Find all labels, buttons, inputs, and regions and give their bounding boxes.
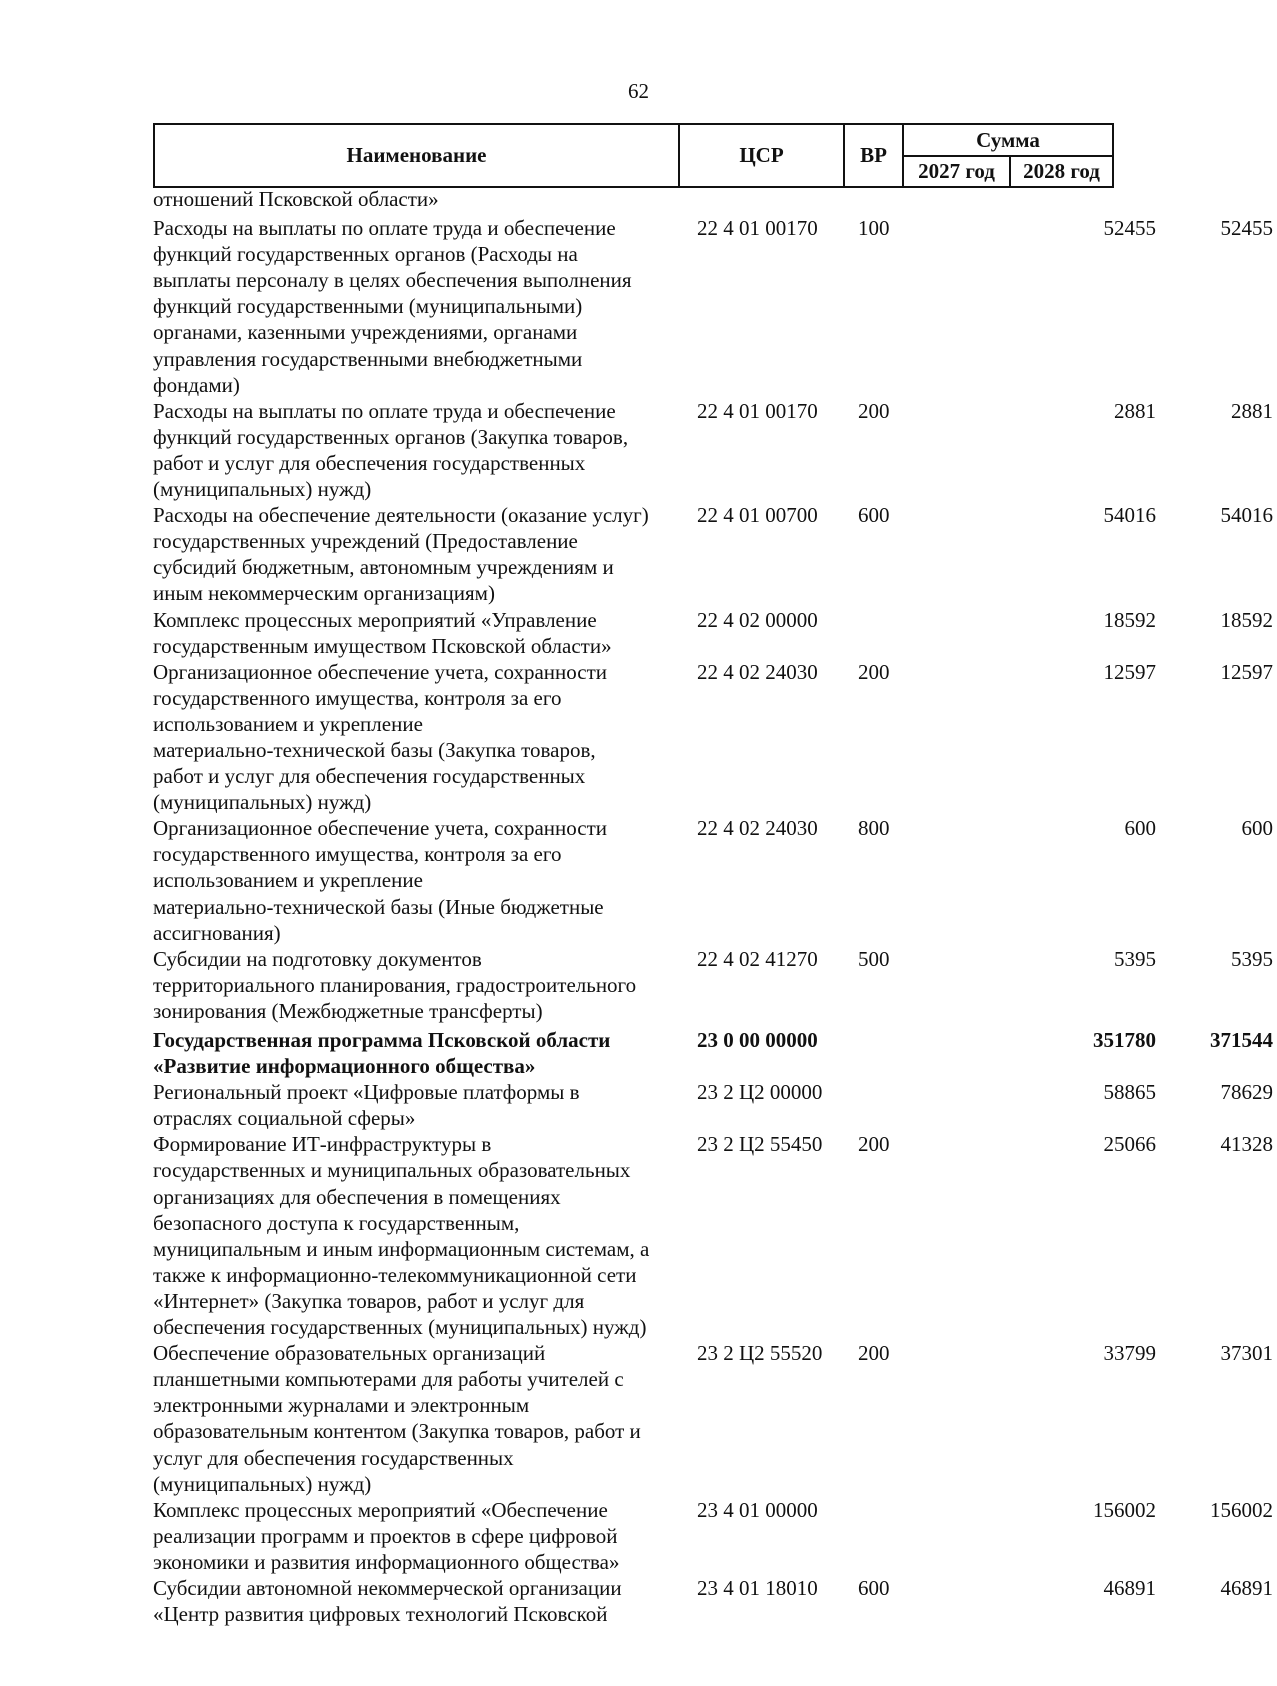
row-name-line: образовательным контентом (Закупка товаров, работ и: [153, 1419, 641, 1444]
row-vr: 500: [858, 946, 890, 971]
row-sum-2028: 600: [1241, 816, 1273, 841]
row-vr: 100: [858, 216, 890, 241]
row-name-line: государственных и муниципальных образовательных: [153, 1158, 631, 1183]
row-name: [153, 1497, 673, 1575]
row-name-line: Комплекс процессных мероприятий «Обеспечение: [153, 1497, 608, 1522]
row-csr: 22 4 01 00170: [697, 216, 818, 241]
table-row: [153, 946, 1273, 1024]
row-name-line: материально-технической базы (Иные бюджетные: [153, 894, 604, 919]
row-name-line: работ и услуг для обеспечения государственных: [153, 764, 586, 789]
header-year-2027: 2027 год: [918, 159, 995, 183]
table-row: [153, 1340, 1273, 1497]
header-vr: ВР: [860, 143, 887, 167]
row-csr: 22 4 02 00000: [697, 607, 818, 632]
table-row: [153, 815, 1273, 945]
row-name-line: (муниципальных) нужд): [153, 790, 372, 815]
row-name-line: Субсидии автономной некоммерческой организации: [153, 1575, 622, 1600]
row-csr: 22 4 02 24030: [697, 816, 818, 841]
row-name-line: функций государственными (муниципальными): [153, 294, 583, 319]
row-sum-2028: 12597: [1220, 659, 1273, 684]
header-sum: Сумма: [976, 127, 1040, 152]
row-sum-2027: 54016: [1103, 503, 1156, 528]
row-sum-2028: 78629: [1220, 1080, 1273, 1105]
row-name-line: зонирования (Межбюджетные трансферты): [153, 998, 543, 1023]
row-name-line: иным некоммерческим организациям): [153, 581, 495, 606]
row-name: [153, 215, 673, 398]
table-row: [153, 398, 1273, 502]
row-name-line: Субсидии на подготовку документов: [153, 946, 482, 971]
row-name: [153, 815, 673, 945]
header-year-2028: 2028 год: [1023, 159, 1100, 183]
row-name-line: органами, казенными учреждениями, органами: [153, 320, 578, 345]
row-name-line: фондами): [153, 372, 240, 397]
row-name-line: Обеспечение образовательных организаций: [153, 1341, 546, 1366]
row-name-line: субсидий бюджетным, автономным учреждениям и: [153, 555, 614, 580]
row-name-line: территориального планирования, градостроительного: [153, 972, 637, 997]
page-number: 62: [628, 79, 649, 103]
row-sum-2028: 5395: [1231, 946, 1273, 971]
row-name-line: отношений Псковской области»: [153, 187, 439, 211]
row-name-line: Организационное обеспечение учета, сохранности: [153, 816, 608, 841]
table-row: [153, 1079, 1273, 1131]
row-sum-2027: 2881: [1114, 398, 1156, 423]
row-name-line: работ и услуг для обеспечения государственных: [153, 450, 586, 475]
row-vr: 600: [858, 1575, 890, 1600]
row-name-line: безопасного доступа к государственным,: [153, 1210, 520, 1235]
row-name-line: отраслях социальной сферы»: [153, 1106, 416, 1131]
row-name-line: Расходы на выплаты по оплате труда и обеспечение: [153, 398, 616, 423]
table-row: [153, 1575, 1273, 1627]
row-name-line: «Центр развития цифровых технологий Псковской: [153, 1602, 608, 1627]
row-name-line: электронными журналами и электронным: [153, 1393, 530, 1418]
row-sum-2028: 18592: [1220, 607, 1273, 632]
row-csr: 22 4 01 00170: [697, 398, 818, 423]
row-name-line: Организационное обеспечение учета, сохранности: [153, 659, 608, 684]
row-sum-2027: 58865: [1103, 1080, 1156, 1105]
row-name: [153, 398, 673, 502]
row-csr: 23 2 Ц2 00000: [697, 1080, 823, 1105]
row-sum-2027: 52455: [1103, 216, 1156, 241]
row-sum-2028: 46891: [1220, 1575, 1273, 1600]
row-name-line: управления государственными внебюджетными: [153, 346, 583, 371]
row-name-line: выплаты персоналу в целях обеспечения выполнения: [153, 268, 632, 293]
row-name-line: Расходы на обеспечение деятельности (оказание услуг): [153, 503, 649, 528]
row-name: [153, 1079, 673, 1131]
row-name-line: функций государственных органов (Закупка товаров,: [153, 424, 629, 449]
row-name-line: планшетными компьютерами для работы учителей с: [153, 1367, 624, 1392]
row-name: [153, 186, 673, 212]
row-name-line: функций государственных органов (Расходы на: [153, 242, 578, 267]
table-row: [153, 215, 1273, 398]
row-csr: 22 4 02 41270: [697, 946, 818, 971]
row-name-line: Комплекс процессных мероприятий «Управление: [153, 607, 597, 632]
row-name-line: материально-технической базы (Закупка товаров,: [153, 737, 596, 762]
row-name-line: Региональный проект «Цифровые платформы в: [153, 1080, 580, 1105]
row-sum-2028: 52455: [1220, 216, 1273, 241]
row-name-line: ассигнования): [153, 920, 281, 945]
row-sum-2028: 2881: [1231, 398, 1273, 423]
table-row: [153, 1027, 1273, 1079]
row-name-line: организациях для обеспечения в помещениях: [153, 1184, 561, 1209]
row-vr: 200: [858, 1341, 890, 1366]
row-name: [153, 1575, 673, 1627]
row-name-line: обеспечения государственных (муниципальных) нужд): [153, 1315, 647, 1340]
row-csr: 23 2 Ц2 55450: [697, 1132, 823, 1157]
row-sum-2028: 41328: [1220, 1132, 1273, 1157]
row-name-line: государственного имущества, контроля за его: [153, 842, 562, 867]
row-name-line: услуг для обеспечения государственных: [153, 1445, 514, 1470]
row-vr: 800: [858, 816, 890, 841]
row-vr: 200: [858, 659, 890, 684]
row-sum-2027: 33799: [1103, 1341, 1156, 1366]
row-name: [153, 946, 673, 1024]
row-name-line: государственного имущества, контроля за его: [153, 685, 562, 710]
table-row: [153, 607, 1273, 659]
row-name: [153, 1027, 673, 1079]
row-csr: 23 4 01 18010: [697, 1575, 818, 1600]
row-name-line: экономики и развития информационного общества»: [153, 1549, 620, 1574]
row-name: [153, 1340, 673, 1497]
row-name: [153, 502, 673, 606]
row-name-line: государственным имуществом Псковской области»: [153, 633, 612, 658]
row-sum-2028: 37301: [1220, 1341, 1273, 1366]
row-sum-2027: 18592: [1103, 607, 1156, 632]
table-row: [153, 1497, 1273, 1575]
row-sum-2027: 25066: [1103, 1132, 1156, 1157]
row-sum-2027: 46891: [1103, 1575, 1156, 1600]
row-csr: 23 2 Ц2 55520: [697, 1341, 823, 1366]
header-csr: ЦСР: [739, 143, 784, 167]
table-row: [153, 659, 1273, 816]
table-row: [153, 186, 1123, 212]
row-name-line: Государственная программа Псковской области: [153, 1028, 611, 1052]
row-csr: 22 4 01 00700: [697, 503, 818, 528]
row-vr: 200: [858, 1132, 890, 1157]
row-name-line: «Развитие информационного общества»: [153, 1054, 536, 1079]
row-name-line: использованием и укрепление: [153, 868, 423, 893]
row-name-line: «Интернет» (Закупка товаров, работ и услуг для: [153, 1288, 585, 1313]
row-vr: 600: [858, 503, 890, 528]
row-name-line: использованием и укрепление: [153, 711, 423, 736]
row-csr: 23 0 00 00000: [697, 1028, 818, 1052]
row-name: [153, 1131, 673, 1340]
row-csr: 22 4 02 24030: [697, 659, 818, 684]
row-sum-2027: 351780: [1093, 1028, 1156, 1052]
row-sum-2028: 54016: [1220, 503, 1273, 528]
row-vr: 200: [858, 398, 890, 423]
row-name-line: (муниципальных) нужд): [153, 477, 372, 502]
table-row: [153, 502, 1273, 606]
row-sum-2027: 5395: [1114, 946, 1156, 971]
row-csr: 23 4 01 00000: [697, 1497, 818, 1522]
row-sum-2028: 371544: [1210, 1028, 1273, 1052]
row-sum-2027: 12597: [1103, 659, 1156, 684]
table-body: [153, 186, 1273, 1627]
row-name-line: Расходы на выплаты по оплате труда и обеспечение: [153, 216, 616, 241]
row-name-line: также к информационно-телекоммуникационной сети: [153, 1262, 637, 1287]
row-name-line: государственных учреждений (Предоставление: [153, 529, 578, 554]
table-header: [153, 123, 1114, 188]
row-name-line: реализации программ и проектов в сфере цифровой: [153, 1523, 618, 1548]
row-name: [153, 607, 673, 659]
header-name: Наименование: [346, 143, 487, 167]
row-sum-2028: 156002: [1210, 1497, 1273, 1522]
row-name-line: Формирование ИТ-инфраструктуры в: [153, 1132, 492, 1157]
row-name-line: муниципальным и иным информационным системам, а: [153, 1236, 650, 1261]
row-sum-2027: 156002: [1093, 1497, 1156, 1522]
row-sum-2027: 600: [1124, 816, 1156, 841]
table-row: [153, 1131, 1273, 1340]
row-name: [153, 659, 673, 816]
row-name-line: (муниципальных) нужд): [153, 1471, 372, 1496]
